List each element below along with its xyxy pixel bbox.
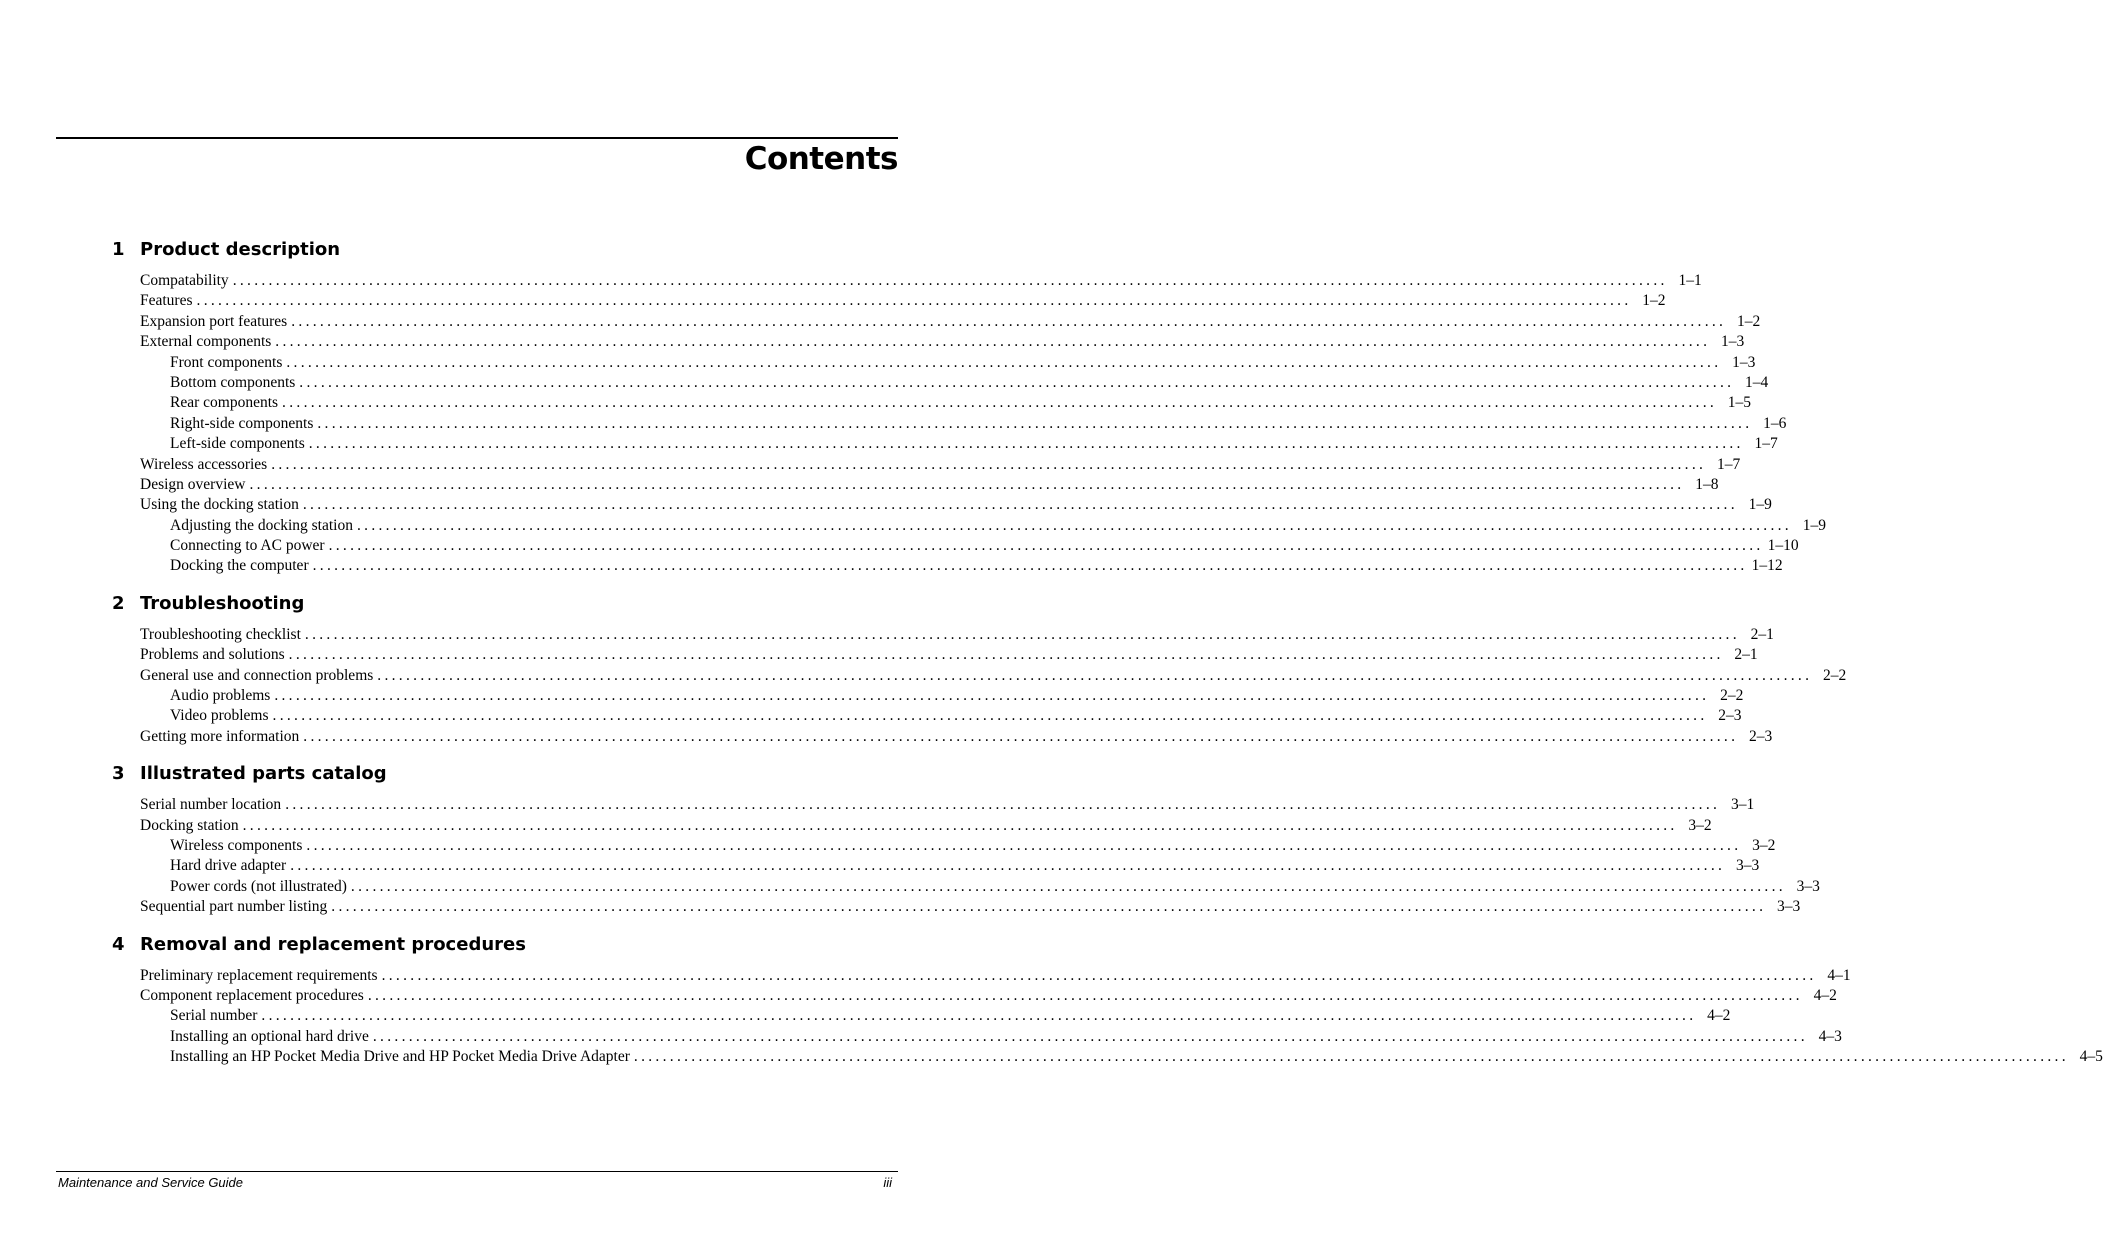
toc-entry-label: Docking station: [140, 816, 239, 834]
toc-entry-label: Bottom components: [170, 373, 296, 391]
toc-entry[interactable]: [0, 897, 1801, 917]
toc-entry-page: 2–2: [1720, 687, 1744, 705]
dot-leader: ........................................................................................................................................................................................................: [372, 1027, 1808, 1045]
dot-leader: ........................................................................................................................................................................................................: [282, 394, 1718, 412]
toc-entry-page: 2–2: [1823, 666, 1847, 684]
toc-entry-page: 1–5: [1727, 394, 1752, 412]
toc-entry-page: 1–12: [1751, 557, 1783, 575]
toc-entry[interactable]: [0, 706, 1742, 726]
dot-leader: ........................................................................................................................................................................................................: [356, 516, 1792, 534]
chapter-section: [0, 761, 1820, 917]
toc-entry[interactable]: [0, 536, 1799, 556]
chapter-section: [0, 591, 1847, 747]
dot-leader: ........................................................................................................................................................................................................: [306, 836, 1742, 854]
toc-entry-label: Expansion port features: [140, 312, 288, 330]
toc-entry-label: Audio problems: [170, 687, 271, 705]
toc-entry-label: Serial number: [170, 1007, 258, 1025]
toc-entry[interactable]: [0, 271, 1702, 291]
toc-entry-page: 1–1: [1678, 272, 1702, 289]
toc-entry-label: Serial number location: [140, 796, 282, 814]
toc-entry[interactable]: [0, 455, 1741, 475]
dot-leader: ........................................................................................................................................................................................................: [271, 455, 1707, 473]
toc-entry[interactable]: [0, 856, 1760, 876]
toc-entry-label: Power cords (not illustrated): [170, 877, 347, 895]
dot-leader: ........................................................................................................................................................................................................: [242, 816, 1678, 834]
toc-entry[interactable]: [0, 816, 1712, 836]
toc-entry-label: Rear components: [170, 394, 279, 412]
toc-entry[interactable]: [0, 966, 1851, 986]
chapter-number: 4: [112, 933, 125, 955]
toc-entry-label: Video problems: [170, 707, 269, 725]
toc-entry-label: Right-side components: [170, 414, 314, 432]
toc-entry-label: Hard drive adapter: [170, 857, 287, 875]
dot-leader: ........................................................................................................................................................................................................: [633, 1048, 2069, 1066]
dot-leader: ........................................................................................................................................................................................................: [377, 666, 1813, 684]
toc-entry-page: 4–2: [1813, 986, 1837, 1004]
toc-entry-page: 1–3: [1732, 353, 1756, 371]
toc-entry-label: Compatability: [140, 272, 229, 289]
toc-entry[interactable]: [0, 645, 1758, 665]
chapter-heading[interactable]: [0, 591, 954, 617]
table-of-contents: [0, 237, 2103, 1082]
toc-entry-page: 1–2: [1736, 312, 1761, 330]
chapter-number: 3: [112, 763, 125, 785]
toc-entry-label: Design overview: [140, 475, 246, 493]
toc-entry[interactable]: [0, 795, 1755, 815]
dot-leader: ........................................................................................................................................................................................................: [304, 625, 1740, 643]
chapter-section: [0, 237, 1826, 577]
dot-leader: ........................................................................................................................................................................................................: [232, 272, 1668, 289]
dot-leader: ........................................................................................................................................................................................................: [350, 877, 1786, 895]
dot-leader: ........................................................................................................................................................................................................: [249, 475, 1685, 493]
toc-entry-label: Getting more information: [140, 727, 300, 745]
toc-entry[interactable]: [0, 434, 1778, 454]
toc-entry[interactable]: [0, 312, 1761, 332]
toc-entry-page: 3–2: [1752, 836, 1776, 854]
toc-entry-label: Sequential part number listing: [140, 898, 328, 916]
toc-entry-page: 1–9: [1748, 496, 1772, 514]
toc-entry-label: Features: [140, 292, 193, 310]
toc-entry-page: 1–6: [1763, 414, 1787, 432]
toc-entry-page: 2–1: [1734, 646, 1758, 664]
toc-entry-label: Adjusting the docking station: [170, 516, 353, 534]
toc-entry[interactable]: [0, 556, 1783, 576]
toc-entry[interactable]: [0, 625, 1774, 645]
toc-entry[interactable]: [0, 414, 1787, 434]
toc-entry[interactable]: [0, 1006, 1731, 1026]
footer-page-number: iii: [883, 1175, 892, 1190]
dot-leader: ........................................................................................................................................................................................................: [286, 353, 1722, 371]
toc-entry-page: 2–3: [1718, 707, 1742, 725]
toc-entry-page: 4–3: [1818, 1027, 1842, 1045]
toc-entry-page: 3–3: [1777, 898, 1801, 916]
toc-entry-page: 4–5: [2079, 1048, 2103, 1066]
dot-leader: ........................................................................................................................................................................................................: [291, 312, 1727, 330]
toc-entry[interactable]: [0, 393, 1752, 413]
toc-entry-label: General use and connection problems: [140, 666, 374, 684]
page-title: Contents: [744, 141, 898, 177]
dot-leader: ........................................................................................................................................................................................................: [272, 707, 1708, 725]
toc-entry-page: 1–7: [1716, 455, 1741, 473]
toc-entry[interactable]: [0, 475, 1719, 495]
toc-entry[interactable]: [0, 1047, 2103, 1067]
footer-guide-title: Maintenance and Service Guide: [58, 1175, 244, 1190]
chapter-heading[interactable]: [0, 932, 954, 958]
toc-entry-label: Installing an optional hard drive: [170, 1027, 369, 1045]
chapter-heading[interactable]: [0, 761, 954, 787]
toc-entry-label: Preliminary replacement requirements: [140, 966, 378, 984]
dot-leader: ........................................................................................................................................................................................................: [308, 435, 1744, 453]
footer-rule: [56, 1171, 898, 1172]
dot-leader: ........................................................................................................................................................................................................: [317, 414, 1753, 432]
toc-entry-page: 3–3: [1735, 857, 1760, 875]
toc-entry-label: Front components: [170, 353, 283, 371]
dot-leader: ........................................................................................................................................................................................................: [303, 727, 1739, 745]
chapter-title: Product description: [140, 239, 341, 260]
dot-leader: ........................................................................................................................................................................................................: [274, 687, 1710, 705]
toc-entry[interactable]: [0, 516, 1826, 536]
toc-entry-label: Component replacement procedures: [140, 986, 364, 1004]
dot-leader: ........................................................................................................................................................................................................: [290, 857, 1726, 875]
chapter-title: Troubleshooting: [140, 592, 305, 614]
dot-leader: ........................................................................................................................................................................................................: [302, 496, 1738, 514]
toc-entry[interactable]: [0, 686, 1744, 706]
toc-entry-page: 1–7: [1754, 435, 1778, 453]
toc-entry[interactable]: [0, 836, 1776, 856]
toc-entry-label: Left-side components: [170, 435, 305, 453]
toc-entry-page: 3–1: [1730, 796, 1755, 814]
toc-entry[interactable]: [0, 986, 1837, 1006]
toc-entry-label: Docking the computer: [170, 557, 309, 575]
toc-entry-label: Problems and solutions: [140, 646, 285, 664]
dot-leader: ........................................................................................................................................................................................................: [288, 646, 1724, 664]
chapter-section: [0, 932, 2103, 1068]
toc-entry-label: Wireless accessories: [140, 455, 268, 473]
dot-leader: ........................................................................................................................................................................................................: [367, 986, 1803, 1004]
toc-entry-page: 3–3: [1796, 877, 1820, 895]
dot-leader: ........................................................................................................................................................................................................: [261, 1007, 1697, 1025]
toc-entry[interactable]: [0, 666, 1847, 686]
toc-entry[interactable]: [0, 291, 1666, 311]
chapter-title: Removal and replacement procedures: [140, 933, 526, 955]
toc-entry[interactable]: [0, 877, 1820, 897]
toc-entry[interactable]: [0, 495, 1772, 515]
toc-entry-label: Troubleshooting checklist: [140, 625, 301, 643]
toc-entry-page: 1–9: [1802, 516, 1826, 534]
dot-leader: ........................................................................................................................................................................................................: [381, 966, 1817, 984]
toc-entry-label: Installing an HP Pocket Media Drive and HP Pocket Media Drive Adapter: [170, 1048, 630, 1066]
dot-leader: ........................................................................................................................................................................................................: [312, 557, 1748, 575]
toc-entry[interactable]: [0, 727, 1773, 747]
toc-entry[interactable]: [0, 1027, 1842, 1047]
toc-entry-label: Wireless components: [170, 836, 303, 854]
toc-entry[interactable]: [0, 332, 1745, 352]
toc-entry-page: 2–3: [1749, 727, 1773, 745]
toc-entry-page: 1–3: [1721, 333, 1745, 351]
toc-entry-label: Using the docking station: [140, 496, 299, 514]
toc-entry-label: Connecting to AC power: [170, 537, 325, 555]
toc-entry-page: 1–2: [1642, 292, 1666, 310]
toc-entry-page: 1–4: [1745, 373, 1769, 391]
dot-leader: ........................................................................................................................................................................................................: [328, 537, 1764, 555]
chapter-number: 2: [112, 592, 125, 614]
toc-entry-page: 4–2: [1707, 1007, 1731, 1025]
toc-entry-page: 4–1: [1827, 966, 1851, 984]
toc-entry-page: 3–2: [1688, 816, 1712, 834]
chapter-title: Illustrated parts catalog: [140, 763, 387, 785]
toc-entry-label: External components: [140, 333, 272, 351]
toc-entry[interactable]: [0, 353, 1756, 373]
dot-leader: ........................................................................................................................................................................................................: [285, 796, 1721, 814]
chapter-heading[interactable]: [0, 237, 954, 263]
chapter-number: 1: [112, 239, 125, 260]
toc-entry-page: 2–1: [1750, 625, 1774, 643]
dot-leader: ........................................................................................................................................................................................................: [275, 333, 1711, 351]
dot-leader: ........................................................................................................................................................................................................: [331, 898, 1767, 916]
toc-entry[interactable]: [0, 373, 1769, 393]
dot-leader: ........................................................................................................................................................................................................: [196, 292, 1632, 310]
toc-entry-page: 1–8: [1695, 475, 1719, 493]
top-rule: [56, 137, 898, 139]
toc-entry-page: 1–10: [1767, 537, 1799, 555]
dot-leader: ........................................................................................................................................................................................................: [299, 373, 1735, 391]
